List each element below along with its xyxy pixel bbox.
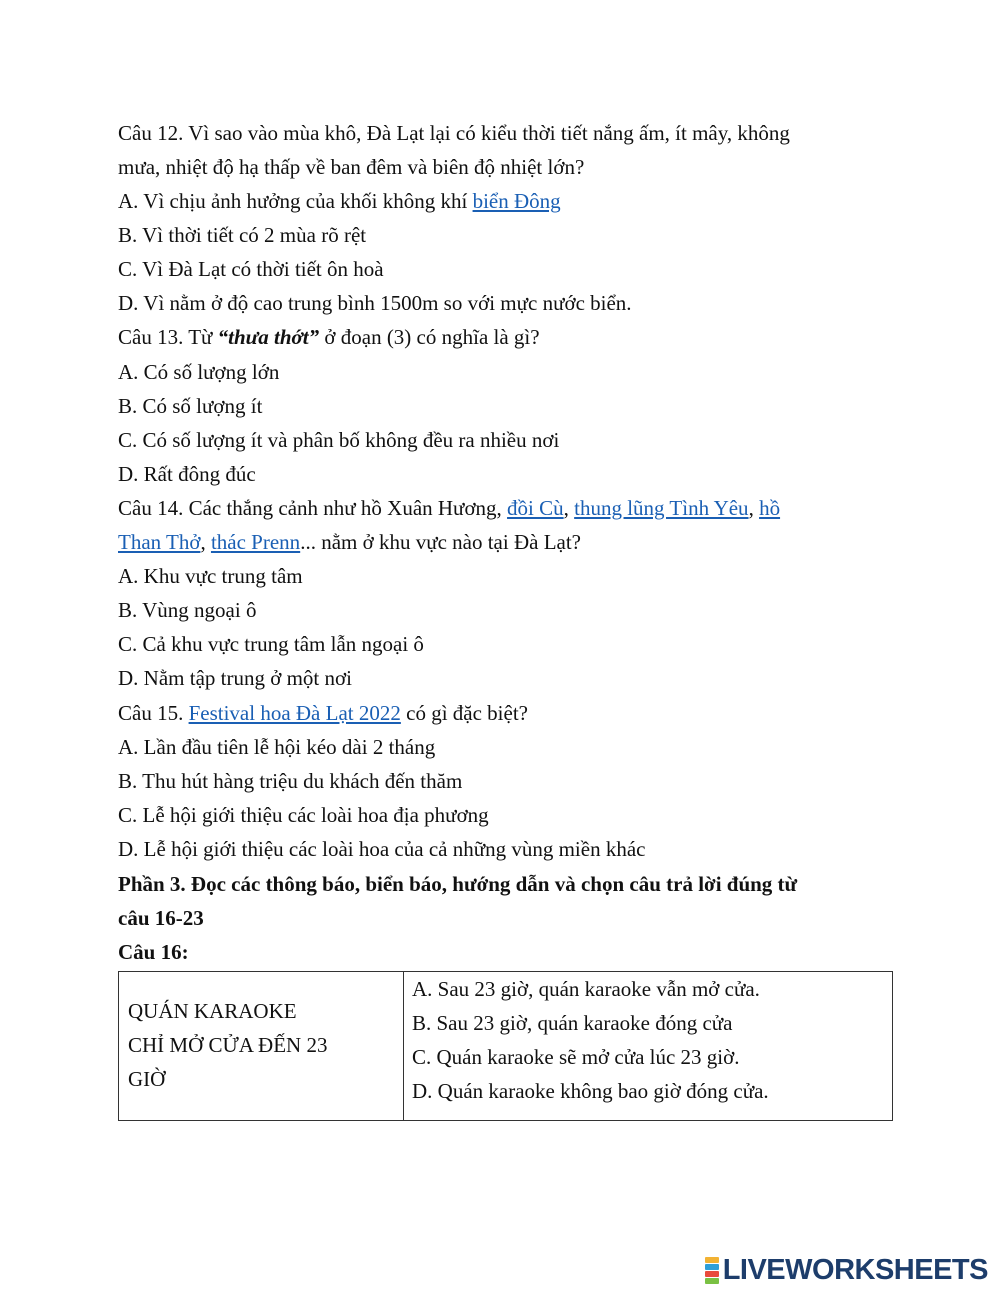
q13-suffix: ở đoạn (3) có nghĩa là gì? — [319, 325, 540, 349]
q16-options-cell — [404, 972, 893, 1121]
link-bien-dong[interactable]: biển Đông — [472, 189, 561, 213]
q13-option-d: D. Rất đông đúc — [118, 462, 256, 486]
logo-bar-2 — [705, 1264, 719, 1270]
q12-question-line-1: Câu 12. Vì sao vào mùa khô, Đà Lạt lại có kiểu thời tiết nắng ấm, ít mây, không — [118, 121, 790, 145]
q14-sep-3: , — [200, 530, 211, 554]
q14-option-b: B. Vùng ngoại ô — [118, 598, 257, 622]
link-festival-hoa-da-lat-2022[interactable]: Festival hoa Đà Lạt 2022 — [188, 701, 401, 725]
q16-option-d: D. Quán karaoke không bao giờ đóng cửa. — [412, 1079, 769, 1103]
q13-term: “thưa thớt” — [217, 325, 320, 349]
link-doi-cu[interactable]: đồi Cù — [507, 496, 564, 520]
q12-option-c: C. Vì Đà Lạt có thời tiết ôn hoà — [118, 257, 384, 281]
table-row — [119, 972, 893, 1121]
q16-table — [118, 971, 893, 1121]
link-thac-prenn[interactable]: thác Prenn — [210, 530, 301, 554]
liveworksheets-logo-icon — [705, 1256, 719, 1284]
q16-sign-line-1: QUÁN KARAOKE — [128, 999, 297, 1023]
q14-option-d: D. Nằm tập trung ở một nơi — [118, 666, 352, 690]
q15-option-d: D. Lễ hội giới thiệu các loài hoa của cả những vùng miền khác — [118, 837, 646, 861]
q12-question-line-2: mưa, nhiệt độ hạ thấp về ban đêm và biên độ nhiệt lớn? — [118, 155, 585, 179]
liveworksheets-logo-text: LIVEWORKSHEETS — [722, 1253, 988, 1286]
q13-option-a: A. Có số lượng lớn — [118, 360, 280, 384]
q14-suffix: ... nằm ở khu vực nào tại Đà Lạt? — [300, 530, 582, 554]
q13-option-c: C. Có số lượng ít và phân bố không đều ra nhiều nơi — [118, 428, 560, 452]
q12-option-b: B. Vì thời tiết có 2 mùa rõ rệt — [118, 223, 367, 247]
q15-question — [118, 703, 528, 724]
part3-heading-line-1: Phần 3. Đọc các thông báo, biển báo, hướng dẫn và chọn câu trả lời đúng từ — [118, 872, 798, 896]
q16-option-c: C. Quán karaoke sẽ mở cửa lúc 23 giờ. — [412, 1045, 740, 1069]
q14-sep-2: , — [748, 496, 760, 520]
q16-sign-line-2: CHỈ MỞ CỬA ĐẾN 23 — [128, 1033, 328, 1057]
q13-question — [118, 327, 540, 348]
liveworksheets-logo — [705, 1255, 988, 1285]
q12-option-d: D. Vì nằm ở độ cao trung bình 1500m so với mực nước biển. — [118, 291, 632, 315]
q14-option-a: A. Khu vực trung tâm — [118, 564, 303, 588]
q14-option-c: C. Cả khu vực trung tâm lẫn ngoại ô — [118, 632, 424, 656]
q15-prefix: Câu 15. — [118, 701, 189, 725]
q13-option-b: B. Có số lượng ít — [118, 394, 263, 418]
q16-sign-cell — [119, 972, 404, 1121]
logo-bar-4 — [705, 1278, 719, 1284]
q14-sep-1: , — [563, 496, 575, 520]
q14-question-line-1 — [118, 498, 780, 519]
part3-heading-line-2: câu 16-23 — [118, 906, 204, 930]
q14-question-line-2 — [118, 532, 581, 553]
q16-sign-line-3: GIỜ — [128, 1067, 166, 1091]
q16-option-b: B. Sau 23 giờ, quán karaoke đóng cửa — [412, 1011, 733, 1035]
q14-prefix: Câu 14. Các thắng cảnh như hồ Xuân Hương, — [118, 496, 508, 520]
q15-option-a: A. Lần đầu tiên lễ hội kéo dài 2 tháng — [118, 735, 436, 759]
logo-bar-1 — [705, 1257, 719, 1263]
logo-bar-3 — [705, 1271, 719, 1277]
q13-prefix: Câu 13. Từ — [118, 325, 218, 349]
q12-option-a — [118, 191, 561, 212]
q15-option-c: C. Lễ hội giới thiệu các loài hoa địa phương — [118, 803, 489, 827]
link-ho-than-tho-part-2[interactable]: Than Thở — [118, 530, 201, 554]
q15-option-b: B. Thu hút hàng triệu du khách đến thăm — [118, 769, 463, 793]
link-thung-lung-tinh-yeu[interactable]: thung lũng Tình Yêu — [574, 496, 749, 520]
q16-option-a: A. Sau 23 giờ, quán karaoke vẫn mở cửa. — [412, 977, 760, 1001]
q15-suffix: có gì đặc biệt? — [400, 701, 528, 725]
q16-heading: Câu 16: — [118, 940, 189, 964]
q12-option-a-text: A. Vì chịu ảnh hưởng của khối không khí — [118, 189, 473, 213]
link-ho-than-tho-part-1[interactable]: hồ — [759, 496, 781, 520]
